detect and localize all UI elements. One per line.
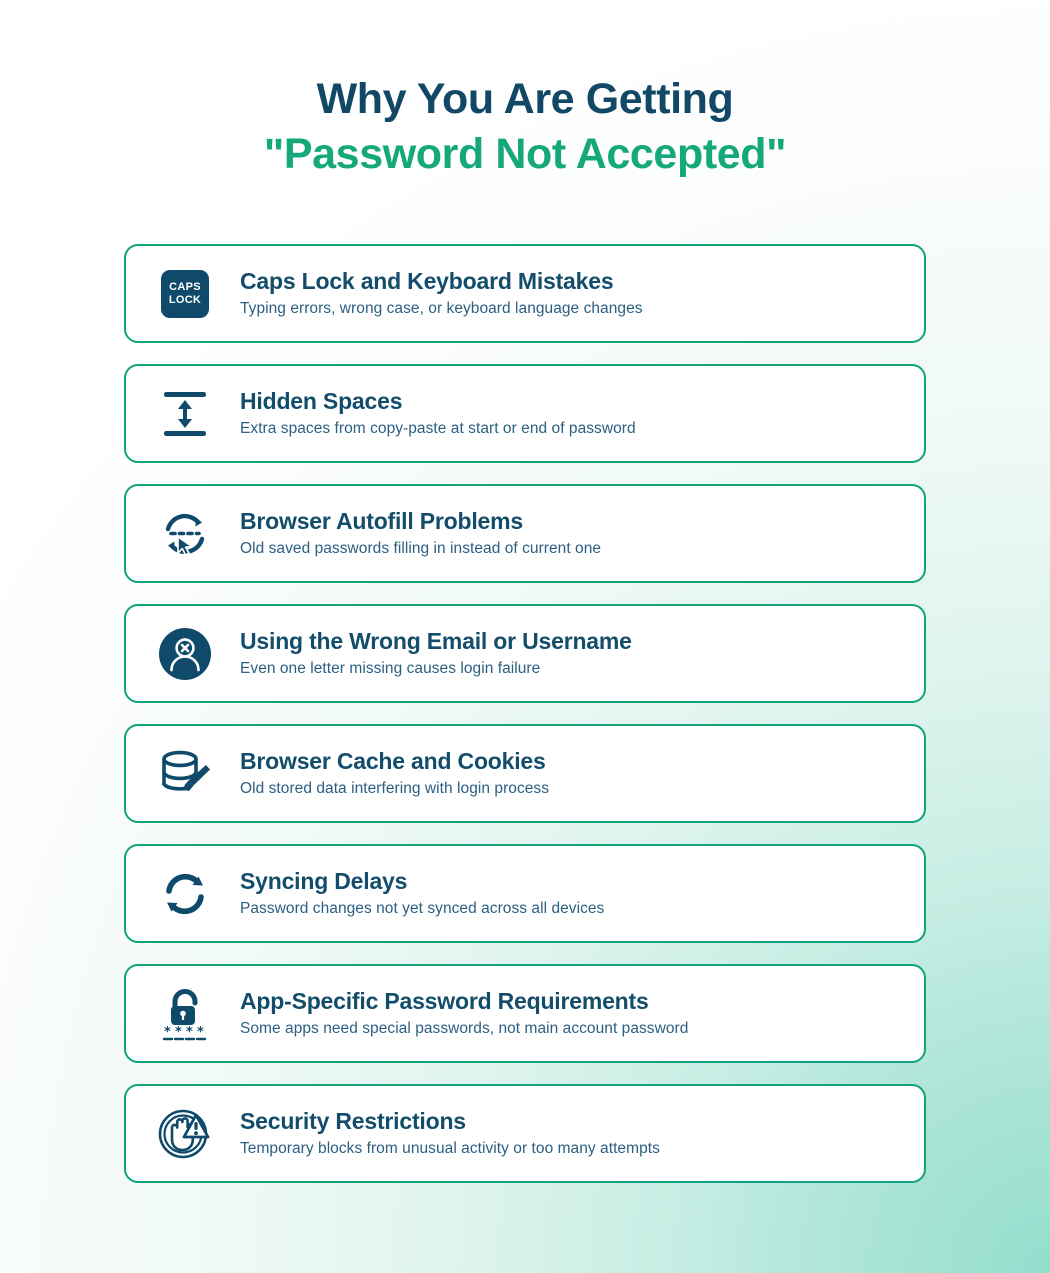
- database-brush-icon: [152, 741, 218, 807]
- list-item: [124, 964, 926, 1063]
- caps-lock-icon: [152, 261, 218, 327]
- list-item: [124, 364, 926, 463]
- card-title: Browser Cache and Cookies: [240, 748, 546, 775]
- padlock-asterisks-icon: [152, 981, 218, 1047]
- svg-text:*: *: [175, 1024, 182, 1040]
- card-title: Using the Wrong Email or Username: [240, 628, 632, 655]
- reason-card-list: [124, 244, 926, 1183]
- card-description: Password changes not yet synced across all devices: [240, 899, 605, 917]
- sync-arrows-icon: [152, 861, 218, 927]
- card-description: Old stored data interfering with login process: [240, 779, 550, 797]
- card-title: App-Specific Password Requirements: [240, 988, 649, 1015]
- title-line-primary: Why You Are Getting: [316, 75, 734, 123]
- list-item: [124, 244, 926, 343]
- list-item: [124, 724, 926, 823]
- card-description: Old saved passwords filling in instead of current one: [240, 539, 602, 557]
- card-title: Hidden Spaces: [240, 388, 403, 415]
- card-description: Even one letter missing causes login failure: [240, 659, 541, 677]
- list-item: [124, 1084, 926, 1183]
- svg-text:*: *: [197, 1024, 204, 1040]
- list-item: [124, 844, 926, 943]
- list-item: [124, 604, 926, 703]
- user-error-circle-icon: [152, 621, 218, 687]
- caps-lock-icon-top-label: CAPS: [169, 281, 201, 294]
- card-title: Security Restrictions: [240, 1108, 466, 1135]
- vertical-spacing-arrow-icon: [152, 381, 218, 447]
- svg-text:*: *: [186, 1024, 193, 1040]
- card-title: Syncing Delays: [240, 868, 408, 895]
- autofill-refresh-cursor-icon: [152, 501, 218, 567]
- card-description: Some apps need special passwords, not main account password: [240, 1019, 689, 1037]
- caps-lock-icon-bottom-label: LOCK: [168, 293, 202, 306]
- hand-warning-icon: [152, 1101, 218, 1167]
- card-description: Typing errors, wrong case, or keyboard language changes: [240, 299, 643, 317]
- card-title: Caps Lock and Keyboard Mistakes: [240, 268, 614, 295]
- svg-text:*: *: [164, 1024, 171, 1040]
- list-item: [124, 484, 926, 583]
- card-title: Browser Autofill Problems: [240, 508, 523, 535]
- title-line-accent: "Password Not Accepted": [263, 130, 787, 179]
- card-description: Temporary blocks from unusual activity or too many attempts: [240, 1139, 660, 1157]
- page-title: [0, 0, 1050, 180]
- card-description: Extra spaces from copy-paste at start or end of password: [240, 419, 636, 437]
